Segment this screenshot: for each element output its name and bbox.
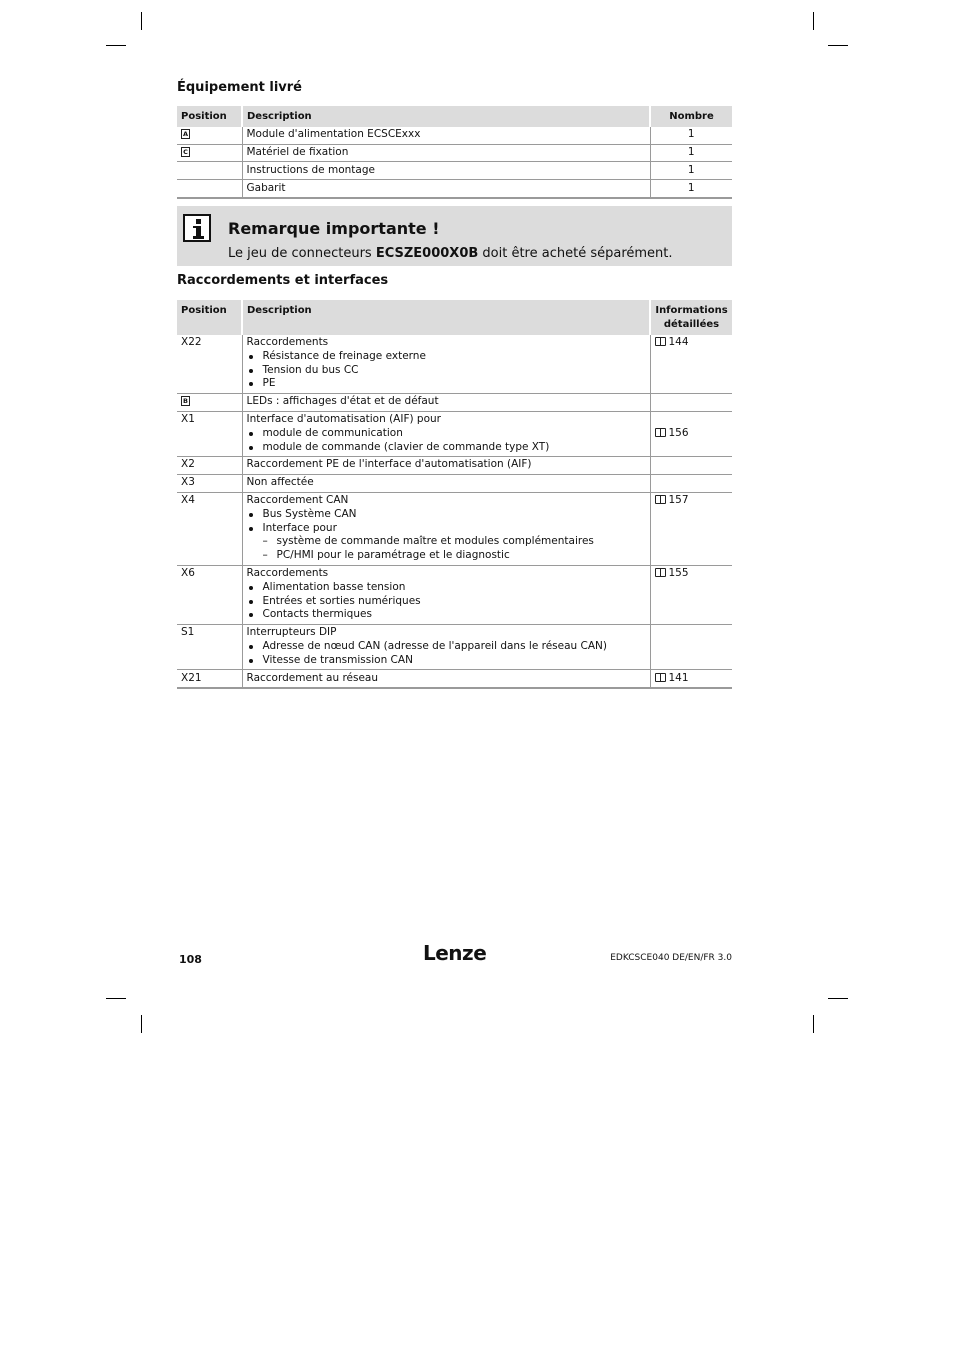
- table-header-row: [177, 300, 732, 335]
- description-cell: [242, 624, 650, 669]
- description-cell: [242, 335, 650, 394]
- page-reference: 141: [668, 671, 689, 684]
- column-header-count: Nombre: [650, 106, 732, 127]
- position-cell: X22: [177, 335, 242, 394]
- table-row: [177, 456, 732, 474]
- count-cell: 1: [650, 162, 732, 180]
- position-cell: X1: [177, 411, 242, 456]
- position-cell: X21: [177, 670, 242, 688]
- details-cell: [650, 474, 732, 492]
- description-text: Interrupteurs DIP: [246, 626, 337, 639]
- description-cell: [242, 411, 650, 456]
- page-reference: 156: [668, 426, 689, 439]
- list-item: Contacts thermiques: [247, 608, 646, 622]
- crop-mark: [141, 12, 142, 30]
- connections-heading: Raccordements et interfaces: [177, 273, 389, 288]
- table-row: [177, 144, 732, 162]
- position-cell: [177, 144, 242, 162]
- table-row: [177, 474, 732, 492]
- book-icon: [655, 495, 666, 504]
- details-cell: [650, 624, 732, 669]
- table-row: [177, 492, 732, 565]
- list-item: Adresse de nœud CAN (adresse de l'appareil dans le réseau CAN): [247, 640, 646, 654]
- description-cell: Instructions de montage: [242, 162, 650, 180]
- note-text: [228, 246, 673, 261]
- book-icon: [655, 428, 666, 437]
- count-cell: 1: [650, 127, 732, 144]
- position-cell: X4: [177, 492, 242, 565]
- description-cell: Matériel de fixation: [242, 144, 650, 162]
- table-row: [177, 565, 732, 624]
- column-header-description: Description: [242, 106, 650, 127]
- list-item: Alimentation basse tension: [247, 581, 646, 595]
- description-cell: [242, 492, 650, 565]
- bullet-list: [247, 508, 646, 563]
- table-row: [177, 162, 732, 180]
- count-cell: 1: [650, 144, 732, 162]
- position-letter-box: C: [181, 147, 190, 157]
- details-cell: [650, 670, 732, 688]
- column-header-position: Position: [177, 106, 242, 127]
- description-text: Raccordements: [246, 567, 329, 580]
- position-cell: [177, 162, 242, 180]
- dash-list: [263, 535, 646, 563]
- position-cell: [177, 127, 242, 144]
- equipment-heading: Équipement livré: [177, 80, 302, 95]
- column-header-description: Description: [242, 300, 650, 335]
- position-cell: X2: [177, 456, 242, 474]
- crop-mark: [813, 12, 814, 30]
- table-row: [177, 335, 732, 394]
- book-icon: [655, 568, 666, 577]
- bullet-list: [247, 581, 646, 622]
- list-item-text: Interface pour: [262, 521, 337, 534]
- book-icon: [655, 337, 666, 346]
- lenze-logo: Lenze: [423, 941, 487, 965]
- position-letter-box: A: [182, 130, 189, 139]
- table-row: [177, 127, 732, 144]
- equipment-table: [177, 106, 732, 199]
- important-note-box: [177, 206, 732, 266]
- table-row: [177, 180, 732, 198]
- list-item: Tension du bus CC: [247, 364, 646, 378]
- details-cell: [650, 492, 732, 565]
- position-cell: [177, 180, 242, 198]
- crop-mark: [828, 45, 848, 46]
- description-text: Interface d'automatisation (AIF) pour: [246, 413, 441, 426]
- note-title: Remarque importante !: [228, 219, 440, 238]
- position-cell: X3: [177, 474, 242, 492]
- note-text-end: doit être acheté séparément.: [478, 246, 673, 261]
- table-row: [177, 411, 732, 456]
- details-cell: [650, 411, 732, 456]
- list-item: Vitesse de transmission CAN: [247, 654, 646, 668]
- description-cell: Raccordement au réseau: [242, 670, 650, 688]
- details-cell: [650, 335, 732, 394]
- bullet-list: [247, 350, 646, 391]
- crop-mark: [106, 45, 126, 46]
- position-cell: [177, 393, 242, 411]
- crop-mark: [141, 1015, 142, 1033]
- book-icon: [655, 673, 666, 682]
- table-row: [177, 624, 732, 669]
- table-row: [177, 670, 732, 688]
- list-item: Résistance de freinage externe: [247, 350, 646, 364]
- table-row: [177, 393, 732, 411]
- document-id: EDKCSCE040 DE/EN/FR 3.0: [610, 953, 732, 963]
- count-cell: 1: [650, 180, 732, 198]
- connections-table: [177, 300, 732, 689]
- list-item: Entrées et sorties numériques: [247, 595, 646, 609]
- crop-mark: [828, 998, 848, 999]
- description-text: Raccordements: [246, 336, 329, 349]
- details-cell: [650, 456, 732, 474]
- position-letter-box: B: [181, 396, 190, 406]
- bullet-list: [247, 640, 646, 668]
- page-reference: 155: [668, 567, 689, 580]
- position-cell: X6: [177, 565, 242, 624]
- column-header-details: Informations détaillées: [650, 300, 732, 335]
- list-item: module de commande (clavier de commande type XT): [247, 441, 646, 455]
- description-cell: LEDs : affichages d'état et de défaut: [242, 393, 650, 411]
- note-part-number: ECSZE000X0B: [375, 246, 479, 261]
- list-item: module de communication: [247, 427, 646, 441]
- bullet-list: [247, 427, 646, 455]
- list-item: PE: [247, 377, 646, 391]
- list-item: Bus Système CAN: [247, 508, 646, 522]
- description-cell: Raccordement PE de l'interface d'automatisation (AIF): [242, 456, 650, 474]
- list-item: [247, 522, 646, 563]
- column-header-position: Position: [177, 300, 242, 335]
- description-text: Raccordement CAN: [246, 494, 349, 507]
- page-reference: 157: [668, 494, 689, 507]
- crop-mark: [813, 1015, 814, 1033]
- description-cell: Non affectée: [242, 474, 650, 492]
- note-text-start: Le jeu de connecteurs: [228, 246, 376, 261]
- table-header-row: [177, 106, 732, 127]
- page-reference: 144: [668, 336, 689, 349]
- sub-list-item: – système de commande maître et modules complémentaires: [263, 535, 646, 549]
- details-cell: [650, 565, 732, 624]
- sub-list-item: – PC/HMI pour le paramétrage et le diagnostic: [263, 549, 646, 563]
- description-cell: [242, 565, 650, 624]
- crop-mark: [106, 998, 126, 999]
- details-cell: [650, 393, 732, 411]
- page-number: 108: [179, 953, 202, 966]
- description-cell: Gabarit: [242, 180, 650, 198]
- position-cell: S1: [177, 624, 242, 669]
- info-icon: [183, 214, 211, 242]
- description-cell: Module d'alimentation ECSCExxx: [242, 127, 650, 144]
